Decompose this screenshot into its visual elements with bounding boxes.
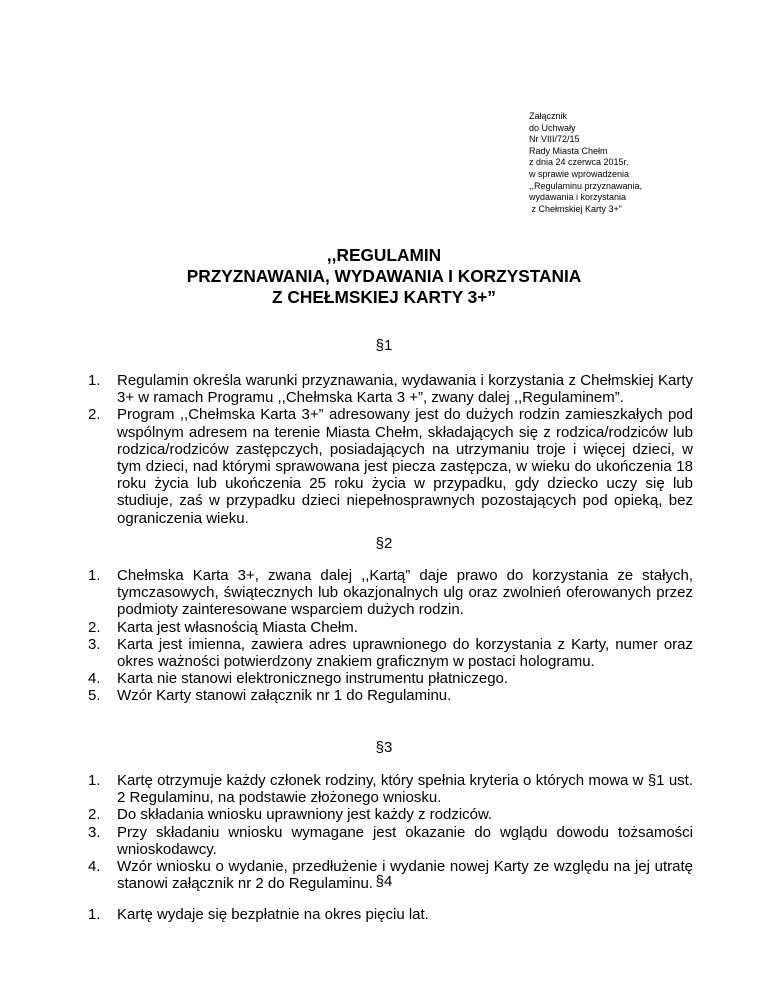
section-mark: §2 [375, 535, 393, 552]
item-number: 1. [88, 906, 101, 923]
item-text: Kartę otrzymuje każdy członek rodziny, który spełnia kryteria o których mowa w §1 ust. 2 Regulaminu, na podstawie złożonego wniosku. [117, 772, 693, 807]
item-number: 1. [88, 567, 101, 584]
title-line: PRZYZNAWANIA, WYDAWANIA I KORZYSTANIA [186, 266, 582, 286]
annex-line: Nr VIII/72/15 [529, 134, 580, 145]
list-item [88, 372, 693, 406]
item-text: Przy składaniu wniosku wymagane jest okazanie do wglądu dowodu tożsamości wnioskodawcy. [117, 823, 693, 858]
list-item [88, 567, 693, 619]
list-item [88, 806, 693, 823]
section-1-items [88, 372, 693, 527]
item-text: Program ,,Chełmska Karta 3+” adresowany jest do dużych rodzin zamieszkałych pod wspólnym adresem na terenie Miasta Chełm, składających się z rodzica/rodziców lub rodzica/rodziców zastępczych, posiadających na utrzymaniu troje i więcej dzieci, w tym dzieci, nad którymi sprawowana jest piecza zastępcza, w wieku do ukończenia 18 roku życia lub ukończenia 25 roku życia w przypadku, gdy dziecko uczy się lub studiuje, zaś w przypadku dzieci niepełnosprawnych pozostających pod opieką, bez ograniczenia wieku. [117, 406, 693, 527]
list-item [88, 906, 693, 923]
item-number: 3. [88, 635, 101, 653]
item-number: 1. [88, 772, 101, 789]
list-item [88, 636, 693, 670]
section-mark: §4 [375, 873, 393, 890]
list-item [88, 687, 693, 704]
annex-line: Załącznik [529, 111, 568, 121]
item-number: 4. [88, 670, 101, 688]
annex-line: do Uchwały [529, 122, 576, 133]
item-text: Wzór Karty stanowi załącznik nr 1 do Regulaminu. [117, 687, 452, 705]
list-item [88, 824, 693, 858]
document-title [0, 245, 768, 308]
title-line: ,,REGULAMIN [326, 245, 442, 265]
item-text: Wzór wniosku o wydanie, przedłużenie i wydanie nowej Karty ze względu na jej utratę stanowi załącznik nr 2 do Regulaminu. [117, 858, 693, 893]
list-item [88, 772, 693, 806]
list-item [88, 670, 693, 687]
annex-line: z Chełmskiej Karty 3+” [529, 203, 622, 214]
annex-line: z dnia 24 czerwca 2015r. [529, 157, 629, 168]
annex-header [529, 111, 642, 215]
item-number: 3. [88, 823, 101, 841]
list-item [88, 406, 693, 526]
item-text: Regulamin określa warunki przyznawania, wydawania i korzystania z Chełmskiej Karty 3+ w ramach Programu ,,Chełmska Karta 3 +”, zwany dalej ,,Regulaminem”. [117, 372, 693, 407]
annex-line: Rady Miasta Chełm [529, 145, 608, 156]
item-number: 2. [88, 806, 101, 824]
annex-line: ,,Regulaminu przyznawania, [529, 180, 643, 191]
item-text: Karta nie stanowi elektronicznego instrumentu płatniczego. [117, 670, 509, 688]
item-number: 1. [88, 372, 101, 389]
item-text: Karta jest imienna, zawiera adres uprawnionego do korzystania z Karty, numer oraz okres ważności potwierdzony znakiem graficznym w postaci hologramu. [117, 635, 693, 671]
item-text: Karta jest własnością Miasta Chełm. [117, 618, 358, 636]
section-mark: §1 [375, 337, 393, 354]
annex-line: w sprawie wprowadzenia [529, 168, 630, 179]
item-text: Chełmska Karta 3+, zwana dalej ,,Kartą” daje prawo do korzystania ze stałych, tymczasowych, świątecznych lub okazjonalnych ulg oraz zwolnień oferowanych przez podmioty zainteresowane wsparciem dużych rodzin. [117, 567, 693, 619]
item-text: Kartę wydaje się bezpłatnie na okres pięciu lat. [117, 906, 429, 923]
section-2-items [88, 567, 693, 705]
section-mark: §3 [375, 739, 393, 756]
annex-line: wydawania i korzystania [529, 192, 627, 203]
item-number: 2. [88, 618, 101, 636]
item-number: 5. [88, 687, 101, 705]
list-item [88, 619, 693, 636]
item-text: Do składania wniosku uprawniony jest każdy z rodziców. [117, 806, 493, 824]
item-number: 4. [88, 858, 101, 876]
item-number: 2. [88, 406, 101, 424]
title-line: Z CHEŁMSKIEJ KARTY 3+” [272, 287, 496, 307]
section-4-items [88, 906, 693, 923]
